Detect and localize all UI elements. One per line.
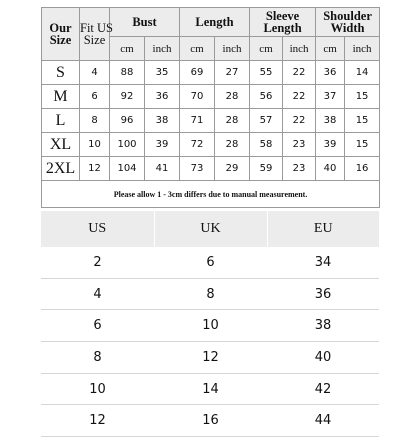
uk-cell: 8	[154, 278, 267, 310]
us-cell: 4	[41, 278, 154, 310]
fit-us-cell: 4	[80, 61, 110, 85]
bust-inch-cell: 38	[145, 109, 180, 133]
sleeve-inch-cell: 23	[283, 157, 316, 181]
length-cm-cell: 71	[180, 109, 215, 133]
unit-cm: cm	[250, 37, 283, 61]
sleeve-cm-cell: 59	[250, 157, 283, 181]
header-length: Length	[180, 8, 250, 37]
conversion-row	[41, 405, 379, 437]
conversion-body	[41, 247, 379, 437]
sleeve-cm-cell: 55	[250, 61, 283, 85]
shoulder-inch-cell: 16	[345, 157, 380, 181]
conversion-row	[41, 310, 379, 342]
conversion-row	[41, 373, 379, 405]
conversion-row	[41, 278, 379, 310]
size-chart-body	[42, 61, 380, 181]
unit-cm: cm	[316, 37, 345, 61]
bust-cm-cell: 100	[110, 133, 145, 157]
conversion-row	[41, 247, 379, 278]
header-shoulder-width: Shoulder Width	[316, 8, 380, 37]
bust-cm-cell: 104	[110, 157, 145, 181]
header-our-size: Our Size	[42, 8, 80, 61]
sleeve-cm-cell: 56	[250, 85, 283, 109]
header-eu: EU	[267, 211, 379, 247]
length-inch-cell: 29	[215, 157, 250, 181]
conversion-row	[41, 342, 379, 374]
uk-cell: 16	[154, 405, 267, 437]
size-row	[42, 85, 380, 109]
shoulder-inch-cell: 15	[345, 109, 380, 133]
unit-cm: cm	[180, 37, 215, 61]
length-inch-cell: 28	[215, 109, 250, 133]
unit-inch: inch	[283, 37, 316, 61]
shoulder-inch-cell: 15	[345, 85, 380, 109]
eu-cell: 34	[267, 247, 379, 278]
sleeve-inch-cell: 22	[283, 109, 316, 133]
bust-cm-cell: 92	[110, 85, 145, 109]
size-cell: L	[42, 109, 80, 133]
uk-cell: 14	[154, 373, 267, 405]
unit-cm: cm	[110, 37, 145, 61]
us-cell: 10	[41, 373, 154, 405]
uk-cell: 10	[154, 310, 267, 342]
us-cell: 8	[41, 342, 154, 374]
length-inch-cell: 28	[215, 133, 250, 157]
sleeve-cm-cell: 58	[250, 133, 283, 157]
header-fit-us-size: Fit US Size	[80, 8, 110, 61]
unit-inch: inch	[345, 37, 380, 61]
length-cm-cell: 73	[180, 157, 215, 181]
bust-cm-cell: 88	[110, 61, 145, 85]
uk-cell: 12	[154, 342, 267, 374]
bust-inch-cell: 41	[145, 157, 180, 181]
us-cell: 12	[41, 405, 154, 437]
header-us: US	[41, 211, 154, 247]
us-cell: 2	[41, 247, 154, 278]
length-cm-cell: 72	[180, 133, 215, 157]
header-bust: Bust	[110, 8, 180, 37]
eu-cell: 36	[267, 278, 379, 310]
size-cell: 2XL	[42, 157, 80, 181]
sleeve-inch-cell: 23	[283, 133, 316, 157]
shoulder-cm-cell: 38	[316, 109, 345, 133]
bust-inch-cell: 36	[145, 85, 180, 109]
size-row	[42, 109, 380, 133]
length-cm-cell: 70	[180, 85, 215, 109]
shoulder-cm-cell: 40	[316, 157, 345, 181]
us-cell: 6	[41, 310, 154, 342]
length-inch-cell: 27	[215, 61, 250, 85]
unit-inch: inch	[145, 37, 180, 61]
eu-cell: 40	[267, 342, 379, 374]
shoulder-cm-cell: 37	[316, 85, 345, 109]
bust-inch-cell: 35	[145, 61, 180, 85]
header-uk: UK	[154, 211, 267, 247]
shoulder-inch-cell: 14	[345, 61, 380, 85]
eu-cell: 44	[267, 405, 379, 437]
size-row	[42, 133, 380, 157]
shoulder-cm-cell: 39	[316, 133, 345, 157]
size-chart-table	[41, 7, 380, 208]
eu-cell: 42	[267, 373, 379, 405]
uk-cell: 6	[154, 247, 267, 278]
fit-us-cell: 10	[80, 133, 110, 157]
header-sleeve-length: Sleeve Length	[250, 8, 316, 37]
shoulder-cm-cell: 36	[316, 61, 345, 85]
length-cm-cell: 69	[180, 61, 215, 85]
size-cell: M	[42, 85, 80, 109]
size-cell: S	[42, 61, 80, 85]
size-cell: XL	[42, 133, 80, 157]
sleeve-inch-cell: 22	[283, 61, 316, 85]
fit-us-cell: 6	[80, 85, 110, 109]
fit-us-cell: 8	[80, 109, 110, 133]
size-conversion-table	[41, 211, 379, 437]
size-row	[42, 157, 380, 181]
bust-inch-cell: 39	[145, 133, 180, 157]
sleeve-inch-cell: 22	[283, 85, 316, 109]
shoulder-inch-cell: 15	[345, 133, 380, 157]
sleeve-cm-cell: 57	[250, 109, 283, 133]
size-row	[42, 61, 380, 85]
bust-cm-cell: 96	[110, 109, 145, 133]
unit-inch: inch	[215, 37, 250, 61]
eu-cell: 38	[267, 310, 379, 342]
measurement-note: Please allow 1 - 3cm differs due to manual measurement.	[42, 181, 380, 208]
fit-us-cell: 12	[80, 157, 110, 181]
length-inch-cell: 28	[215, 85, 250, 109]
